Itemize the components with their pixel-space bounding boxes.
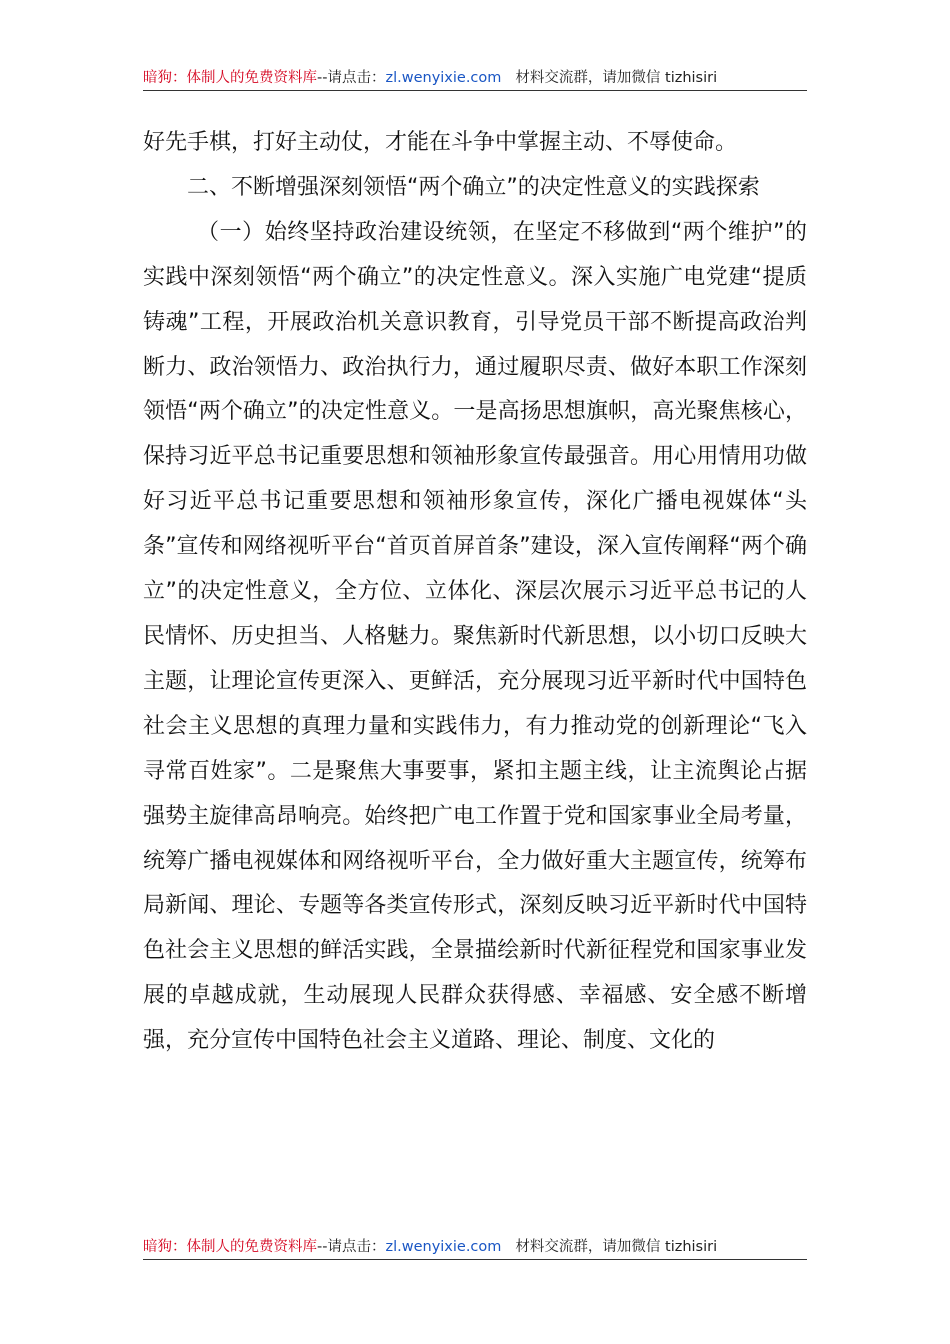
continuation-paragraph: 好先手棋，打好主动仗，才能在斗争中掌握主动、不辱使命。 <box>143 130 738 155</box>
body-paragraph: （一）始终坚持政治建设统领，在坚定不移做到“两个维护”的实践中深刻领悟“两个确立”的决定性意义。深入实施广电党建“提质铸魂”工程，开展政治机关意识教育，引导党员干部不断提高政治判断力、政治领悟力、政治执行力，通过履职尽责、做好本职工作深刻领悟“两个确立”的决定性意义。一是高扬思想旗帜，高光聚焦核心，保持习近平总书记重要思想和领袖形象宣传最强音。用心用情用功做好习近平总书记重要思想和领袖形象宣传，深化广播电视媒体“头条”宣传和网络视听平台“首页首屏首条”建设，深入宣传阐释“两个确立”的决定性意义，全方位、立体化、深层次展示习近平总书记的人民情怀、历史担当、人格魅力。聚焦新时代新思想，以小切口反映大主题，让理论宣传更深入、更鲜活，充分展现习近平新时代中国特色社会主义思想的真理力量和实践伟力，有力推动党的创新理论“飞入寻常百姓家”。二是聚焦大事要事，紧扣主题主线，让主流舆论占据强势主旋律高昂响亮。始终把广电工作置于党和国家事业全局考量，统筹广播电视媒体和网络视听平台，全力做好重大主题宣传，统筹布局新闻、理论、专题等各类宣传形式，深刻反映习近平新时代中国特色社会主义思想的鲜活实践，全景描绘新时代新征程党和国家事业发展的卓越成就，生动展现人民群众获得感、幸福感、安全感不断增强，充分宣传中国特色社会主义道路、理论、制度、文化的 <box>143 219 808 1054</box>
header-brand: 暗狗：体制人的免费资料库 <box>143 70 317 86</box>
header-link[interactable]: zl.wenyixie.com <box>385 70 502 86</box>
page-footer <box>143 1237 807 1260</box>
section-heading: 二、不断增强深刻领悟“两个确立”的决定性意义的实践探索 <box>187 174 760 200</box>
page-header <box>143 68 807 91</box>
footer-link[interactable]: zl.wenyixie.com <box>385 1239 502 1255</box>
footer-brand: 暗狗：体制人的免费资料库 <box>143 1239 317 1255</box>
header-prompt: --请点击： <box>317 70 386 86</box>
footer-wechat: 材料交流群，请加微信 tizhisiri <box>515 1239 718 1255</box>
document-body <box>143 121 807 1064</box>
header-wechat: 材料交流群，请加微信 tizhisiri <box>515 70 718 86</box>
footer-prompt: --请点击： <box>317 1239 386 1255</box>
